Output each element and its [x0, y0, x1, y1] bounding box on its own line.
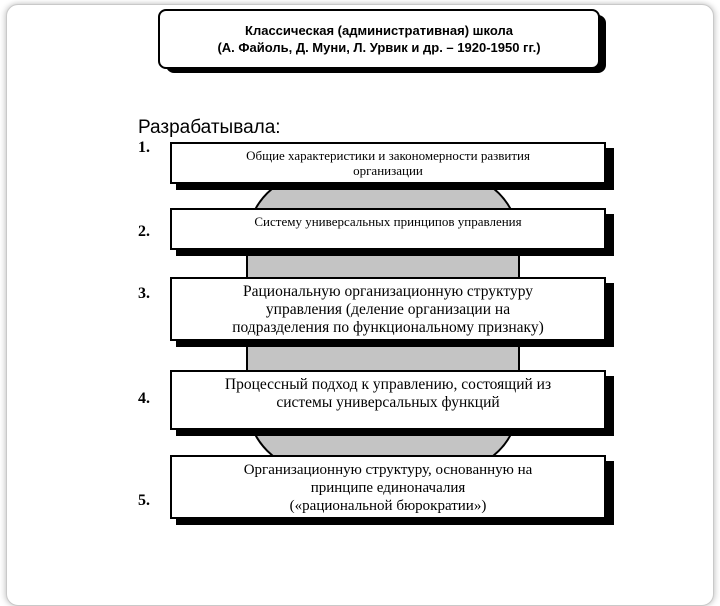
item-4-line-1: Процессный подход к управлению, состоящий из	[224, 376, 552, 393]
item-3-line-1: Рациональную организационную структуру	[243, 283, 533, 300]
item-number-4: 4.	[138, 390, 150, 407]
item-box-4	[170, 370, 606, 430]
item-number-5: 5.	[138, 492, 150, 509]
item-number-2: 2.	[138, 223, 150, 240]
item-5-line-1: Организационную структуру, основанную на	[243, 462, 533, 478]
item-1-line-2: организации	[353, 163, 423, 178]
intro-label: Разрабатывала:	[138, 117, 281, 138]
item-5-line-2: принципе единоначалия	[310, 480, 466, 496]
item-box-5	[170, 455, 606, 519]
item-5-line-3: («рациональной бюрократии»)	[289, 498, 487, 514]
item-box-3	[170, 277, 606, 341]
item-4-line-2: системы универсальных функций	[276, 394, 500, 411]
title-box	[158, 9, 600, 69]
item-1-line-1: Общие характеристики и закономерности развития	[246, 148, 530, 163]
item-3-line-3: подразделения по функциональному признаку)	[232, 319, 544, 336]
item-box-2	[170, 208, 606, 250]
item-number-3: 3.	[138, 285, 150, 302]
item-3-line-2: управления (деление организации на	[265, 301, 511, 318]
title-line-1: Классическая (административная) школа	[245, 23, 513, 38]
item-box-1	[170, 142, 606, 184]
item-2-line-1: Систему универсальных принципов управления	[254, 214, 522, 229]
item-number-1: 1.	[138, 139, 150, 156]
title-line-2: (А. Файоль, Д. Муни, Л. Урвик и др. – 1920-1950 гг.)	[217, 40, 541, 55]
